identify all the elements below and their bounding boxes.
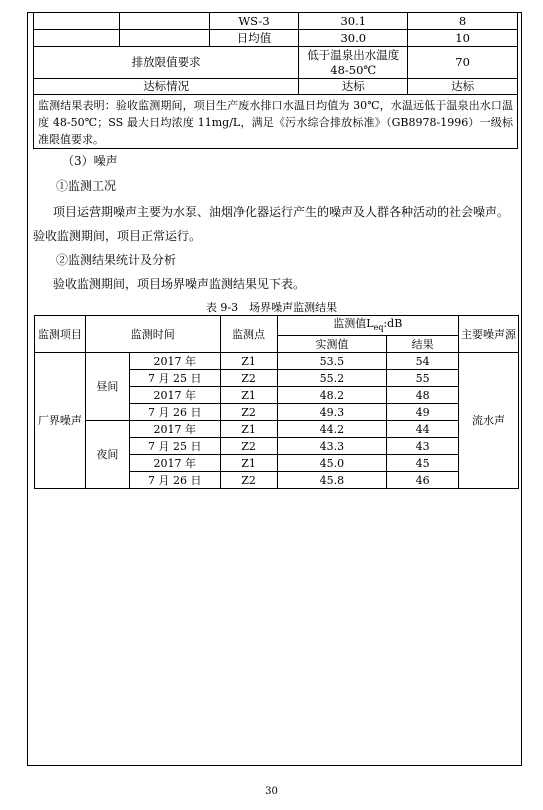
result-cell: 44 — [387, 421, 459, 438]
temp-cell: 30.1 — [299, 13, 408, 30]
measured-cell: 49.3 — [277, 404, 387, 421]
sub1-heading: ①监测工况 — [56, 179, 117, 193]
table-row — [34, 79, 518, 95]
point-cell: Z1 — [220, 353, 277, 370]
temp-cell: 30.0 — [299, 30, 408, 47]
point-cell: Z2 — [220, 370, 277, 387]
ss-cell: 8 — [408, 13, 518, 30]
measured-cell: 48.2 — [277, 387, 387, 404]
limit-label: 排放限值要求 — [34, 47, 299, 79]
date-year: 2017 年 — [129, 421, 220, 438]
point-cell: WS-3 — [209, 13, 299, 30]
date-day: 7 月 25 日 — [129, 370, 220, 387]
sub2-text: 验收监测期间，项目场界噪声监测结果见下表。 — [53, 277, 306, 291]
status-label: 达标情况 — [34, 79, 299, 95]
header-time: 监测时间 — [85, 316, 220, 353]
point-cell: Z1 — [220, 421, 277, 438]
sub1-text: 项目运营期噪声主要为水泵、油烟净化器运行产生的噪声及人群各种活动的社会噪声。验收监测期间，项目正常运行。 — [33, 205, 510, 243]
date-day: 7 月 26 日 — [129, 472, 220, 489]
measured-cell: 43.3 — [277, 438, 387, 455]
source-cell: 流水声 — [459, 353, 519, 489]
header-value: 监测值$L_{eq}:dB$ — [277, 316, 459, 336]
measured-cell: 55.2 — [277, 370, 387, 387]
limit-temp: 低于温泉出水温度48-50℃ — [299, 47, 408, 79]
measured-cell: 44.2 — [277, 421, 387, 438]
date-day: 7 月 26 日 — [129, 404, 220, 421]
table-caption: 表 9-3 场界噪声监测结果 — [205, 301, 338, 314]
date-year: 2017 年 — [129, 387, 220, 404]
item-cell: 厂界噪声 — [35, 353, 86, 489]
result-cell: 49 — [387, 404, 459, 421]
measured-cell: 53.5 — [277, 353, 387, 370]
point-cell: 日均值 — [209, 30, 299, 47]
measured-cell: 45.0 — [277, 455, 387, 472]
header-source: 主要噪声源 — [459, 316, 519, 353]
conclusion-text: 监测结果表明：验收监测期间，项目生产废水排口水温日均值为 30℃，水温远低于温泉出水口温度 48-50℃；SS 最大日均浓度 11mg/L，满足《污水综合排放标准》（GB8978-1996）一级标准限值要求。 — [33, 94, 518, 149]
table-header-row — [35, 316, 519, 336]
point-cell: Z1 — [220, 455, 277, 472]
point-cell: Z2 — [220, 472, 277, 489]
table-row — [34, 47, 518, 79]
section-heading: （3）噪声 — [62, 154, 118, 168]
date-year: 2017 年 — [129, 455, 220, 472]
ss-cell: 10 — [408, 30, 518, 47]
point-cell: Z2 — [220, 438, 277, 455]
header-item: 监测项目 — [35, 316, 86, 353]
table-row — [35, 353, 519, 370]
status-ss: 达标 — [408, 79, 518, 95]
table-row — [35, 421, 519, 438]
point-cell: Z1 — [220, 387, 277, 404]
period-cell: 昼间 — [85, 353, 129, 421]
table-row — [34, 13, 518, 30]
result-cell: 46 — [387, 472, 459, 489]
date-year: 2017 年 — [129, 353, 220, 370]
limit-ss: 70 — [408, 47, 518, 79]
status-temp: 达标 — [299, 79, 408, 95]
noise-table — [34, 315, 519, 489]
header-measured: 实测值 — [277, 336, 387, 353]
result-cell: 55 — [387, 370, 459, 387]
result-cell: 43 — [387, 438, 459, 455]
point-cell: Z2 — [220, 404, 277, 421]
table-row — [34, 30, 518, 47]
period-cell: 夜间 — [85, 421, 129, 489]
wastewater-table — [33, 12, 518, 95]
result-cell: 45 — [387, 455, 459, 472]
result-cell: 54 — [387, 353, 459, 370]
sub2-heading: ②监测结果统计及分析 — [56, 253, 177, 267]
header-result: 结果 — [387, 336, 459, 353]
measured-cell: 45.8 — [277, 472, 387, 489]
date-day: 7 月 25 日 — [129, 438, 220, 455]
page-number: 30 — [265, 786, 278, 797]
header-point: 监测点 — [220, 316, 277, 353]
result-cell: 48 — [387, 387, 459, 404]
